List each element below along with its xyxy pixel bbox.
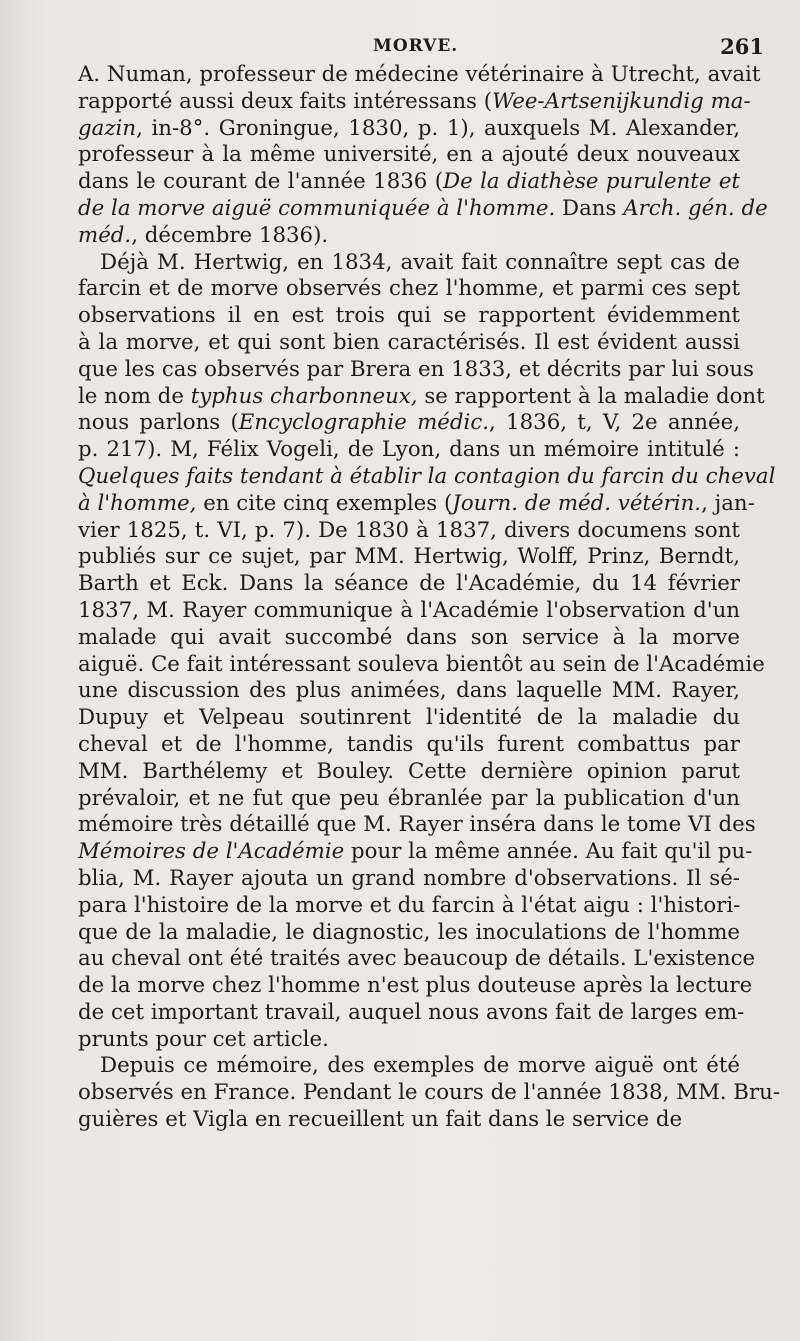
paragraph: [78, 1053, 781, 1133]
text-line: [78, 276, 740, 303]
italic-text: Quelques faits tendant à établir la contagion du farcin du cheval: [78, 463, 776, 489]
text-line: [78, 223, 740, 250]
text-run: prunts pour cet article.: [78, 1026, 329, 1052]
text-line: [78, 116, 740, 143]
text-line: [78, 437, 740, 464]
text-line: [78, 544, 740, 571]
text-line: [78, 169, 740, 196]
text-run: nous parlons (: [78, 410, 239, 436]
text-run: se rapportent à la maladie dont: [417, 383, 765, 409]
text-run: rapporté aussi deux faits intéressans (: [78, 88, 493, 114]
text-run: pour la même année. Au fait qu'il pu-: [344, 839, 753, 865]
text-run: une discussion des plus animées, dans laquelle MM. Rayer,: [78, 678, 740, 704]
text-run: de la morve chez l'homme n'est plus douteuse après la lecture: [78, 973, 753, 999]
italic-text: de la morve aiguë communiquée à l'homme.: [78, 195, 556, 221]
text-run: Dans: [555, 195, 624, 221]
text-run: mémoire très détaillé que M. Rayer inséra dans le tome VI des: [78, 812, 756, 838]
text-run: professeur à la même université, en a ajouté deux nouveaux: [78, 142, 740, 168]
text-run: Depuis ce mémoire, des exemples de morve aiguë ont été: [100, 1053, 740, 1079]
text-line: [78, 999, 745, 1027]
text-run: dans le courant de l'année 1836 (: [78, 169, 444, 195]
body-text: [78, 62, 781, 1134]
text-line: [78, 786, 740, 813]
text-line: [78, 88, 751, 116]
text-line: [78, 973, 753, 1000]
text-run: p. 217). M, Félix Vogeli, de Lyon, dans un mémoire intitulé :: [78, 437, 740, 463]
text-line: [78, 732, 740, 759]
text-line: [78, 893, 740, 920]
text-run: de cet important travail, auquel nous avons fait de larges em-: [78, 999, 745, 1025]
paragraph: [78, 62, 768, 250]
text-run: , 1836, t, V, 2e année,: [489, 410, 741, 436]
italic-text: méd.: [78, 222, 132, 248]
italic-text: à l'homme,: [78, 490, 197, 516]
text-line: [78, 463, 776, 491]
page-number: 261: [720, 34, 764, 59]
text-run: au cheval ont été traités avec beaucoup de détails. L'existence: [78, 946, 756, 972]
italic-text: Mémoires de l'Académie: [78, 839, 345, 865]
text-run: , jan-: [701, 490, 755, 516]
running-head: [0, 36, 800, 60]
text-line: [78, 330, 740, 357]
text-line: [78, 759, 740, 786]
text-line: [78, 1080, 781, 1107]
text-run: MM. Barthélemy et Bouley. Cette dernière opinion parut: [78, 758, 740, 784]
text-run: farcin et de morve observés chez l'homme, et parmi ces sept: [78, 276, 740, 302]
text-line: [78, 678, 740, 705]
text-line: [78, 250, 740, 277]
text-run: Dupuy et Velpeau soutinrent l'identité de la maladie du: [78, 705, 740, 731]
text-line: [78, 946, 756, 973]
text-run: observés en France. Pendant le cours de l'année 1838, MM. Bru-: [78, 1080, 781, 1106]
text-run: blia, M. Rayer ajouta un grand nombre d'observations. Il sé-: [78, 865, 740, 891]
italic-text: Encyclographie médic.: [238, 410, 490, 436]
text-run: vier 1825, t. VI, p. 7). De 1830 à 1837, divers documens sont: [78, 517, 740, 543]
text-line: [78, 1107, 740, 1134]
text-run: aiguë. Ce fait intéressant souleva bientôt au sein de l'Académie: [78, 651, 765, 677]
text-line: [78, 518, 740, 545]
text-run: , décembre 1836).: [131, 222, 329, 248]
text-line: [78, 920, 740, 947]
text-run: malade qui avait succombé dans son service à la morve: [78, 624, 740, 650]
text-run: publiés sur ce sujet, par MM. Hertwig, Wolff, Prinz, Berndt,: [78, 544, 740, 570]
text-run: Déjà M. Hertwig, en 1834, avait fait connaître sept cas de: [100, 249, 740, 275]
italic-text: Wee-Artsenijkundig ma-: [492, 88, 751, 114]
text-run: Barth et Eck. Dans la séance de l'Académie, du 14 février: [78, 571, 740, 597]
text-line: [78, 303, 740, 330]
text-run: cheval et de l'homme, tandis qu'ils furent combattus par: [78, 731, 740, 757]
text-line: [78, 356, 754, 384]
text-line: [78, 866, 740, 893]
text-run: 1837, M. Rayer communique à l'Académie l'observation d'un: [78, 597, 740, 623]
italic-text: Arch. gén. de: [623, 195, 768, 221]
text-line: [78, 651, 765, 679]
text-line: [78, 571, 740, 598]
text-run: que de la maladie, le diagnostic, les inoculations de l'homme: [78, 919, 740, 945]
text-run: guières et Vigla en recueillent un fait dans le service de: [78, 1107, 683, 1133]
text-line: [78, 812, 756, 839]
italic-text: Journ. de méd. vétérin.: [452, 490, 702, 516]
text-run: , in-8°. Groningue, 1830, p. 1), auxquels M. Alexander,: [136, 115, 740, 141]
text-run: en cite cinq exemples (: [196, 490, 453, 516]
text-line: [78, 490, 755, 518]
italic-text: De la diathèse purulente et: [443, 169, 740, 195]
text-line: [78, 839, 753, 866]
running-head-title: MORVE.: [373, 36, 459, 56]
text-line: [78, 1027, 740, 1054]
text-run: que les cas observés par Brera en 1833, et décrits par lui sous: [78, 356, 754, 382]
text-line: [78, 195, 768, 223]
italic-text: gazin: [78, 115, 137, 141]
text-run: A. Numan, professeur de médecine vétérinaire à Utrecht, avait: [78, 62, 761, 87]
text-run: prévaloir, et ne fut que peu ébranlée par la publication d'un: [78, 785, 740, 811]
text-run: para l'histoire de la morve et du farcin à l'état aigu : l'histori-: [78, 892, 741, 918]
text-run: à la morve, et qui sont bien caractérisés. Il est évident aussi: [78, 329, 740, 355]
text-line: [78, 625, 740, 652]
text-line: [78, 705, 740, 732]
text-line: [78, 383, 765, 411]
text-run: observations il en est trois qui se rapportent évidemment: [78, 303, 740, 329]
italic-text: typhus charbonneux,: [190, 383, 418, 409]
paragraph: [78, 249, 776, 1054]
text-run: le nom de: [78, 383, 191, 409]
text-line: [78, 62, 761, 89]
text-line: [78, 598, 740, 625]
text-line: [78, 142, 740, 169]
text-line: [78, 1053, 740, 1080]
text-line: [78, 410, 740, 437]
